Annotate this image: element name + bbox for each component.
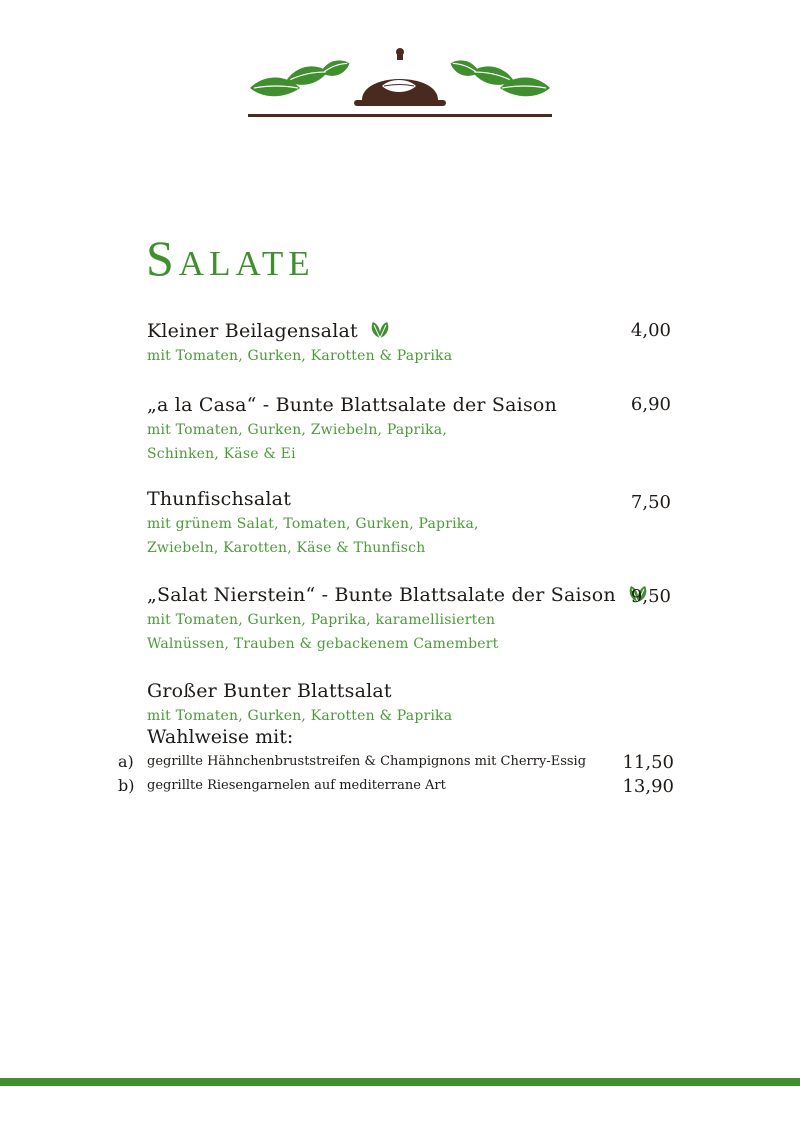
option-row <box>118 776 678 798</box>
item-price: 6,90 <box>630 394 671 415</box>
item-description: mit Tomaten, Gurken, Karotten & Paprika <box>147 708 453 724</box>
menu-item <box>147 318 687 368</box>
option-text: gegrillte Riesengarnelen auf mediterrane Art <box>147 778 446 793</box>
item-description: Schinken, Käse & Ei <box>147 446 296 462</box>
item-description: mit Tomaten, Gurken, Zwiebeln, Paprika, <box>147 422 448 438</box>
menu-item <box>147 678 687 728</box>
option-row <box>118 752 678 774</box>
option-price: 13,90 <box>622 776 674 797</box>
menu-item <box>147 486 687 560</box>
cloche-with-leaves-icon <box>246 46 554 122</box>
item-name: „a la Casa“ - Bunte Blattsalate der Saison <box>147 394 557 416</box>
item-description: mit Tomaten, Gurken, Karotten & Paprika <box>147 348 453 364</box>
option-letter: a) <box>118 752 134 771</box>
item-price: 9,50 <box>630 586 671 607</box>
choice-label: Wahlweise mit: <box>147 726 294 748</box>
item-description: mit Tomaten, Gurken, Paprika, karamellisierten <box>147 612 496 628</box>
menu-item <box>147 582 687 656</box>
vegetarian-leaf-icon <box>370 321 390 339</box>
item-description: Walnüssen, Trauben & gebackenem Camembert <box>147 636 499 652</box>
section-title: Salate <box>146 230 315 286</box>
item-description: Zwiebeln, Karotten, Käse & Thunfisch <box>147 540 426 556</box>
item-name: Thunfischsalat <box>147 488 292 510</box>
menu-item <box>147 392 687 466</box>
footer-divider <box>0 1078 800 1086</box>
item-name: Kleiner Beilagensalat <box>147 320 358 342</box>
option-letter: b) <box>118 776 135 795</box>
item-description: mit grünem Salat, Tomaten, Gurken, Paprika, <box>147 516 479 532</box>
item-price: 4,00 <box>630 320 671 341</box>
item-price: 7,50 <box>630 492 671 513</box>
item-name: „Salat Nierstein“ - Bunte Blattsalate der Saison <box>147 584 616 606</box>
option-price: 11,50 <box>622 752 674 773</box>
option-text: gegrillte Hähnchenbruststreifen & Champignons mit Cherry-Essig <box>147 754 587 769</box>
item-name: Großer Bunter Blattsalat <box>147 680 392 702</box>
